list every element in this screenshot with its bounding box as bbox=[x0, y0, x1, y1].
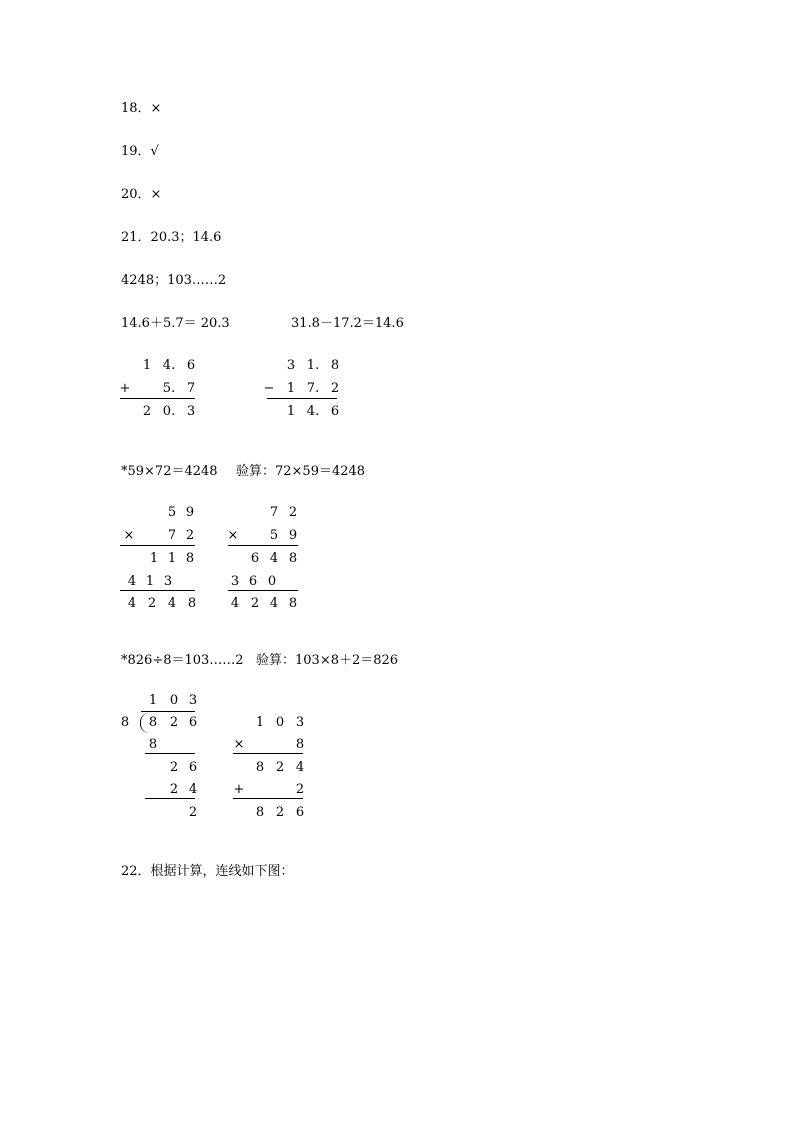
digit: 1 bbox=[286, 381, 296, 396]
digit: 1 bbox=[167, 551, 177, 566]
digit: 1 bbox=[145, 574, 155, 589]
division-equation: *826÷8＝103……2 bbox=[121, 653, 244, 668]
digit: 4 bbox=[269, 596, 279, 611]
digit: 7. bbox=[306, 381, 320, 396]
sum-line bbox=[228, 590, 298, 591]
digit: 0. bbox=[162, 404, 176, 419]
digit: 5. bbox=[162, 381, 176, 396]
answer-19: 19．√ bbox=[121, 144, 159, 159]
digit: 4 bbox=[127, 574, 137, 589]
digit: 3 bbox=[295, 715, 305, 730]
digit: 4 bbox=[127, 596, 137, 611]
digit: 2 bbox=[169, 715, 179, 730]
answer-18: 18．× bbox=[121, 101, 162, 116]
digit: 4. bbox=[306, 404, 320, 419]
digit: 9 bbox=[185, 505, 195, 520]
digit: 8 bbox=[185, 551, 195, 566]
digit: 6 bbox=[186, 358, 196, 373]
divisor: 8 bbox=[120, 715, 130, 730]
digit: 2 bbox=[275, 805, 285, 820]
digit: 5 bbox=[269, 528, 279, 543]
digit: 7 bbox=[186, 381, 196, 396]
digit: 3 bbox=[286, 358, 296, 373]
digit: 6 bbox=[248, 574, 258, 589]
digit: 8 bbox=[187, 596, 197, 611]
subtraction-line bbox=[145, 798, 195, 799]
remainder: 2 bbox=[188, 805, 198, 820]
digit: 4 bbox=[188, 782, 198, 797]
digit: 6 bbox=[295, 805, 305, 820]
digit: 2 bbox=[169, 782, 179, 797]
digit: 2 bbox=[142, 404, 152, 419]
digit: 4 bbox=[167, 596, 177, 611]
digit: 2 bbox=[185, 528, 195, 543]
subtraction-equation: 31.8－17.2＝14.6 bbox=[291, 316, 404, 331]
digit: 8 bbox=[255, 805, 265, 820]
digit: 5 bbox=[167, 505, 177, 520]
plus-sign: + bbox=[233, 782, 245, 797]
digit: 6 bbox=[250, 551, 260, 566]
digit: 7 bbox=[167, 528, 177, 543]
digit: 1 bbox=[142, 358, 152, 373]
digit: 8 bbox=[295, 737, 305, 752]
digit: 2 bbox=[330, 381, 340, 396]
answer-21: 21．20.3；14.6 bbox=[121, 230, 222, 245]
multiplication-equation: *59×72＝4248 bbox=[121, 464, 218, 479]
digit: 3 bbox=[188, 693, 198, 708]
digit: 6 bbox=[330, 404, 340, 419]
digit: 1 bbox=[255, 715, 265, 730]
digit: 2 bbox=[169, 760, 179, 775]
digit: 2 bbox=[275, 760, 285, 775]
digit: 6 bbox=[188, 760, 198, 775]
sum-line bbox=[120, 590, 195, 591]
answer-20: 20．× bbox=[121, 187, 162, 202]
product-line bbox=[228, 545, 298, 546]
sum-line bbox=[120, 398, 195, 399]
digit: 3 bbox=[186, 404, 196, 419]
subtraction-line bbox=[145, 753, 195, 754]
digit: 2 bbox=[295, 782, 305, 797]
times-sign: × bbox=[233, 737, 245, 752]
digit: 1 bbox=[148, 693, 158, 708]
minus-sign: − bbox=[263, 381, 275, 396]
times-sign: × bbox=[123, 528, 135, 543]
multiplication-check-equation: 验算：72×59＝4248 bbox=[236, 464, 366, 479]
digit: 3 bbox=[230, 574, 240, 589]
digit: 8 bbox=[255, 760, 265, 775]
difference-line bbox=[267, 398, 337, 399]
digit: 1 bbox=[149, 551, 159, 566]
answer-22: 22．根据计算，连线如下图： bbox=[121, 864, 294, 879]
digit: 9 bbox=[288, 528, 298, 543]
digit: 8 bbox=[288, 551, 298, 566]
sum-line bbox=[233, 798, 303, 799]
digit: 8 bbox=[288, 596, 298, 611]
digit: 0 bbox=[275, 715, 285, 730]
digit: 7 bbox=[269, 505, 279, 520]
addition-equation: 14.6＋5.7＝ 20.3 bbox=[121, 316, 230, 331]
digit: 8 bbox=[148, 737, 158, 752]
digit: 0 bbox=[169, 693, 179, 708]
digit: 2 bbox=[250, 596, 260, 611]
digit: 8 bbox=[148, 715, 158, 730]
digit: 3 bbox=[163, 574, 173, 589]
digit: 4 bbox=[269, 551, 279, 566]
times-sign: × bbox=[227, 528, 239, 543]
division-bar bbox=[141, 711, 195, 712]
digit: 8 bbox=[330, 358, 340, 373]
product-line bbox=[233, 753, 303, 754]
division-check-equation: 验算：103×8＋2＝826 bbox=[256, 653, 399, 668]
digit: 2 bbox=[288, 505, 298, 520]
digit: 4 bbox=[295, 760, 305, 775]
digit: 2 bbox=[147, 596, 157, 611]
digit: 4 bbox=[230, 596, 240, 611]
answer-21-second-line: 4248；103……2 bbox=[121, 273, 227, 288]
digit: 6 bbox=[188, 715, 198, 730]
product-line bbox=[120, 545, 195, 546]
digit: 4. bbox=[162, 358, 176, 373]
plus-sign: + bbox=[119, 381, 131, 396]
digit: 1. bbox=[306, 358, 320, 373]
digit: 0 bbox=[267, 574, 277, 589]
digit: 1 bbox=[286, 404, 296, 419]
